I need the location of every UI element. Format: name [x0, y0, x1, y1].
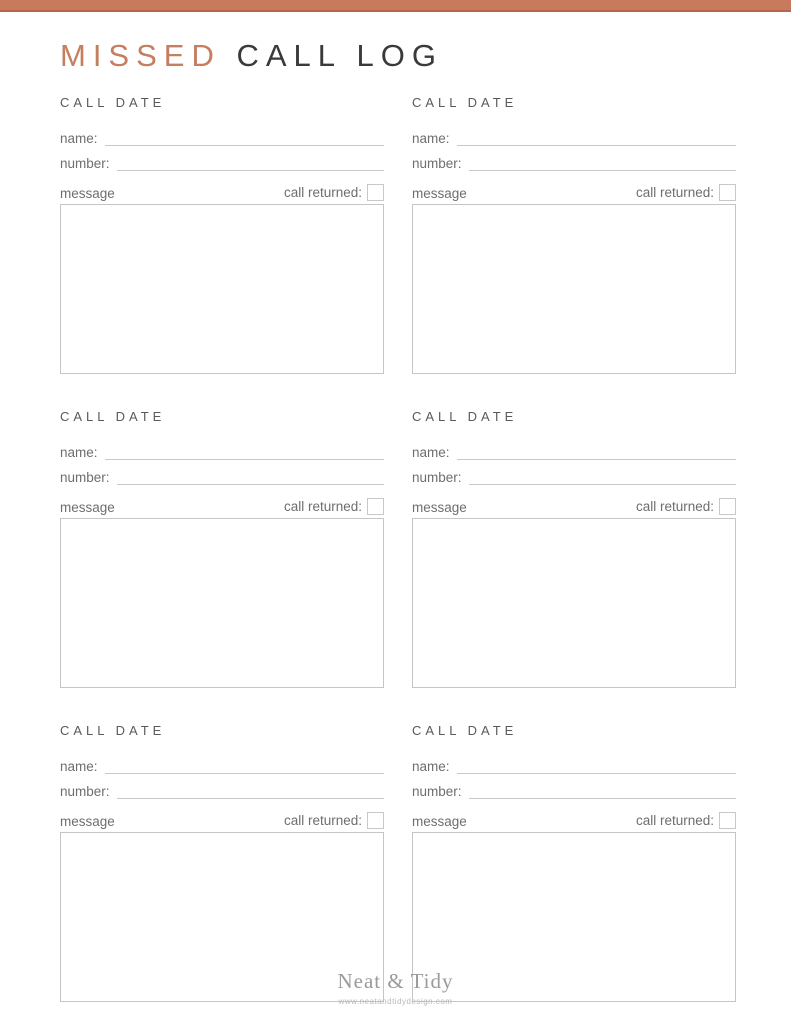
- call-returned-group: [284, 184, 384, 201]
- call-log-grid: [60, 95, 736, 1007]
- call-returned-group: [284, 498, 384, 515]
- top-accent-bar: [0, 0, 791, 12]
- name-input[interactable]: [457, 445, 736, 460]
- name-input[interactable]: [105, 445, 384, 460]
- name-label: name:: [60, 445, 98, 461]
- number-label: number:: [412, 784, 462, 800]
- call-returned-label: call returned:: [635, 813, 714, 829]
- number-field-row: [412, 783, 736, 799]
- message-header-row: [60, 812, 384, 829]
- name-label: name:: [412, 131, 450, 147]
- call-log-entry: [60, 409, 384, 693]
- number-input[interactable]: [469, 784, 736, 799]
- name-field-row: [60, 130, 384, 146]
- number-label: number:: [60, 156, 110, 172]
- message-label: message: [60, 500, 115, 516]
- number-label: number:: [412, 470, 462, 486]
- footer: [0, 969, 791, 1006]
- number-field-row: [412, 155, 736, 171]
- message-textarea[interactable]: [60, 204, 384, 374]
- call-log-entry: [412, 95, 736, 379]
- number-input[interactable]: [117, 156, 384, 171]
- call-returned-label: call returned:: [283, 813, 362, 829]
- page-title-accent: MISSED: [60, 38, 221, 73]
- message-header-row: [60, 184, 384, 201]
- page-title-rest: CALL LOG: [236, 38, 443, 73]
- call-returned-label: call returned:: [635, 499, 714, 515]
- call-returned-group: [636, 184, 736, 201]
- message-textarea[interactable]: [412, 204, 736, 374]
- call-returned-checkbox[interactable]: [367, 812, 384, 829]
- call-date-heading: CALL DATE: [412, 723, 518, 739]
- name-field-row: [412, 130, 736, 146]
- message-header-row: [412, 498, 736, 515]
- call-returned-label: call returned:: [283, 499, 362, 515]
- number-input[interactable]: [469, 156, 736, 171]
- call-date-heading: CALL DATE: [60, 409, 166, 425]
- number-field-row: [60, 783, 384, 799]
- number-input[interactable]: [117, 470, 384, 485]
- call-returned-checkbox[interactable]: [367, 498, 384, 515]
- call-returned-checkbox[interactable]: [719, 498, 736, 515]
- call-log-entry: [60, 723, 384, 1007]
- call-log-entry: [60, 95, 384, 379]
- message-label: message: [412, 814, 467, 830]
- call-returned-checkbox[interactable]: [719, 812, 736, 829]
- name-label: name:: [60, 759, 98, 775]
- name-label: name:: [412, 759, 450, 775]
- message-header-row: [412, 184, 736, 201]
- message-label: message: [412, 186, 467, 202]
- message-header-row: [412, 812, 736, 829]
- call-log-entry: [412, 409, 736, 693]
- message-label: message: [60, 186, 115, 202]
- number-field-row: [412, 469, 736, 485]
- name-field-row: [60, 758, 384, 774]
- name-input[interactable]: [457, 131, 736, 146]
- call-date-heading: CALL DATE: [412, 95, 518, 111]
- page-title: [60, 39, 791, 73]
- number-field-row: [60, 469, 384, 485]
- message-label: message: [412, 500, 467, 516]
- call-log-entry: [412, 723, 736, 1007]
- call-returned-label: call returned:: [283, 185, 362, 201]
- message-textarea[interactable]: [412, 518, 736, 688]
- call-date-heading: CALL DATE: [60, 95, 166, 111]
- name-label: name:: [412, 445, 450, 461]
- call-returned-checkbox[interactable]: [719, 184, 736, 201]
- number-label: number:: [412, 156, 462, 172]
- message-textarea[interactable]: [60, 518, 384, 688]
- message-header-row: [60, 498, 384, 515]
- footer-website: www.neatandtidydesign.com: [338, 997, 453, 1006]
- call-returned-group: [636, 812, 736, 829]
- call-returned-checkbox[interactable]: [367, 184, 384, 201]
- number-field-row: [60, 155, 384, 171]
- call-returned-label: call returned:: [635, 185, 714, 201]
- number-label: number:: [60, 470, 110, 486]
- call-date-heading: CALL DATE: [60, 723, 166, 739]
- name-field-row: [412, 758, 736, 774]
- message-label: message: [60, 814, 115, 830]
- name-field-row: [412, 444, 736, 460]
- number-label: number:: [60, 784, 110, 800]
- name-field-row: [60, 444, 384, 460]
- name-input[interactable]: [105, 759, 384, 774]
- call-date-heading: CALL DATE: [412, 409, 518, 425]
- call-returned-group: [284, 812, 384, 829]
- number-input[interactable]: [117, 784, 384, 799]
- name-input[interactable]: [457, 759, 736, 774]
- name-label: name:: [60, 131, 98, 147]
- call-returned-group: [636, 498, 736, 515]
- number-input[interactable]: [469, 470, 736, 485]
- footer-brand: Neat & Tidy: [337, 969, 454, 993]
- name-input[interactable]: [105, 131, 384, 146]
